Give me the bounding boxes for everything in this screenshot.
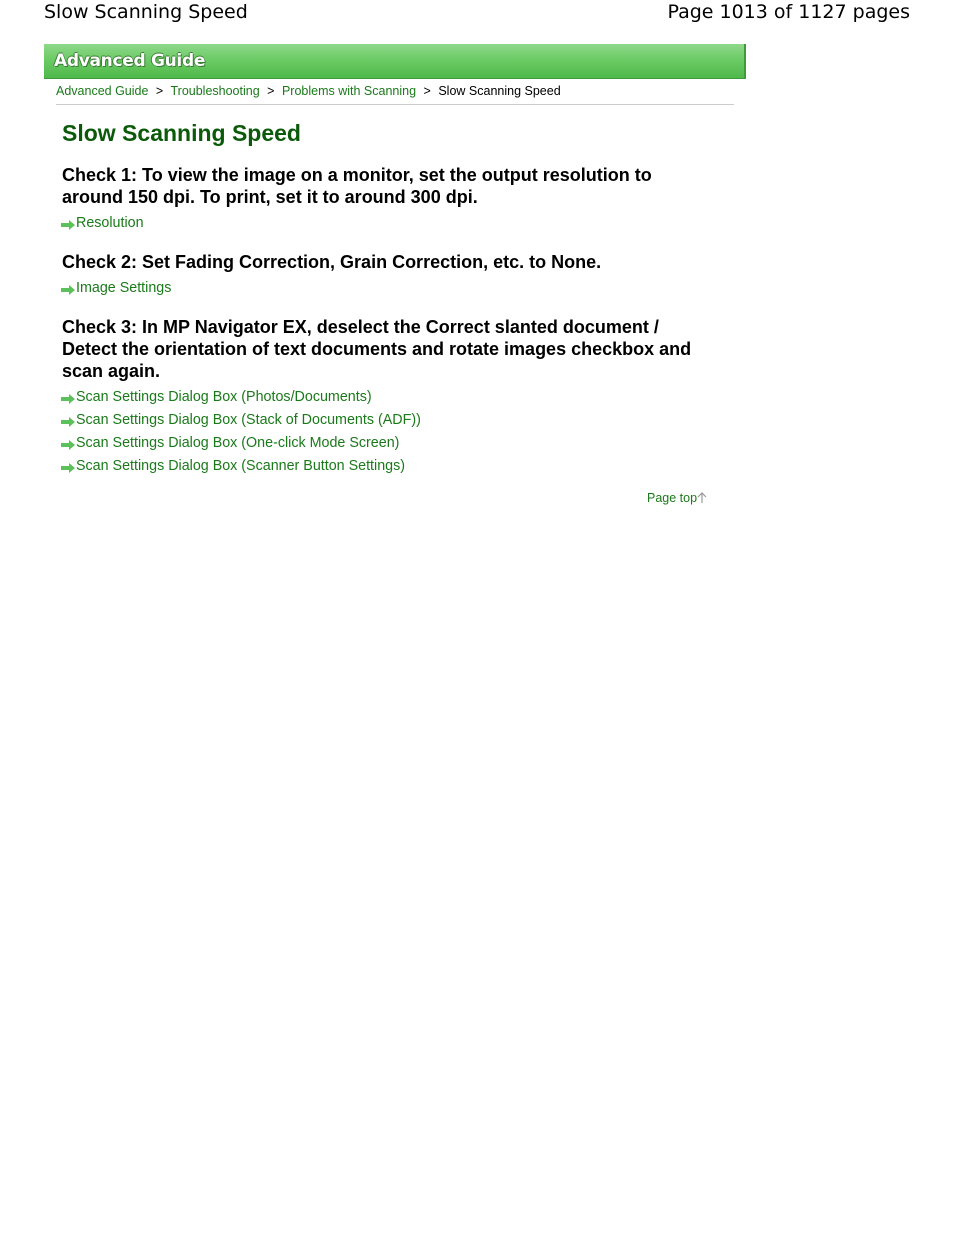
check-2-heading <box>62 251 732 273</box>
document-title: Slow Scanning Speed <box>44 1 248 23</box>
breadcrumb-troubleshooting[interactable]: Troubleshooting <box>170 84 260 98</box>
link-item[interactable] <box>62 455 732 478</box>
check-2-heading-line-1: Check 2: Set Fading Correction, Grain Correction, etc. to None. <box>62 252 602 272</box>
scan-settings-photos-documents-link[interactable]: Scan Settings Dialog Box (Photos/Documents) <box>76 389 372 405</box>
link-item[interactable] <box>62 386 732 409</box>
check-1-heading <box>62 164 732 208</box>
up-arrow-icon[interactable] <box>697 492 707 504</box>
page-counter: Page 1013 of 1127 pages <box>667 1 910 23</box>
image-settings-link[interactable]: Image Settings <box>76 280 172 296</box>
breadcrumb-advanced-guide[interactable]: Advanced Guide <box>56 84 149 98</box>
right-arrow-icon <box>61 394 75 404</box>
banner-title: Advanced Guide <box>54 51 206 71</box>
check-3-heading-line-2: Detect the orientation of text documents and rotate images checkbox and <box>62 339 692 359</box>
main-content <box>62 118 732 478</box>
right-arrow-icon <box>61 463 75 473</box>
scan-settings-stack-of-documents-link[interactable]: Scan Settings Dialog Box (Stack of Documents (ADF)) <box>76 412 421 428</box>
page-top[interactable] <box>647 490 707 506</box>
right-arrow-icon <box>61 285 75 295</box>
breadcrumb-divider <box>56 104 734 105</box>
breadcrumb-separator: > <box>267 84 275 98</box>
right-arrow-icon <box>61 440 75 450</box>
advanced-guide-banner <box>44 44 746 79</box>
check-1-heading-line-2: around 150 dpi. To print, set it to around 300 dpi. <box>62 187 478 207</box>
page-top-link[interactable]: Page top <box>647 491 698 505</box>
check-3-section <box>62 316 732 478</box>
check-3-heading <box>62 316 732 382</box>
check-2-section <box>62 251 732 300</box>
right-arrow-icon <box>61 417 75 427</box>
breadcrumb-separator: > <box>155 84 164 98</box>
page-header <box>0 0 954 26</box>
check-3-heading-line-1: Check 3: In MP Navigator EX, deselect the Correct slanted document / <box>62 317 659 337</box>
link-item[interactable] <box>62 432 732 455</box>
breadcrumb-problems-with-scanning[interactable]: Problems with Scanning <box>281 84 417 98</box>
scan-settings-scanner-button-link[interactable]: Scan Settings Dialog Box (Scanner Button Settings) <box>76 458 406 474</box>
check-3-heading-line-3: scan again. <box>62 361 161 381</box>
link-item[interactable] <box>62 212 732 235</box>
breadcrumb-current: Slow Scanning Speed <box>438 84 561 98</box>
scan-settings-one-click-mode-link[interactable]: Scan Settings Dialog Box (One-click Mode Screen) <box>76 435 400 451</box>
page-title: Slow Scanning Speed <box>62 120 301 146</box>
resolution-link[interactable]: Resolution <box>76 215 144 231</box>
check-1-section <box>62 164 732 235</box>
right-arrow-icon <box>61 220 75 230</box>
link-item[interactable] <box>62 409 732 432</box>
breadcrumb <box>56 83 734 103</box>
breadcrumb-separator: > <box>423 84 431 98</box>
check-1-heading-line-1: Check 1: To view the image on a monitor, set the output resolution to <box>62 165 652 185</box>
link-item[interactable] <box>62 277 732 300</box>
